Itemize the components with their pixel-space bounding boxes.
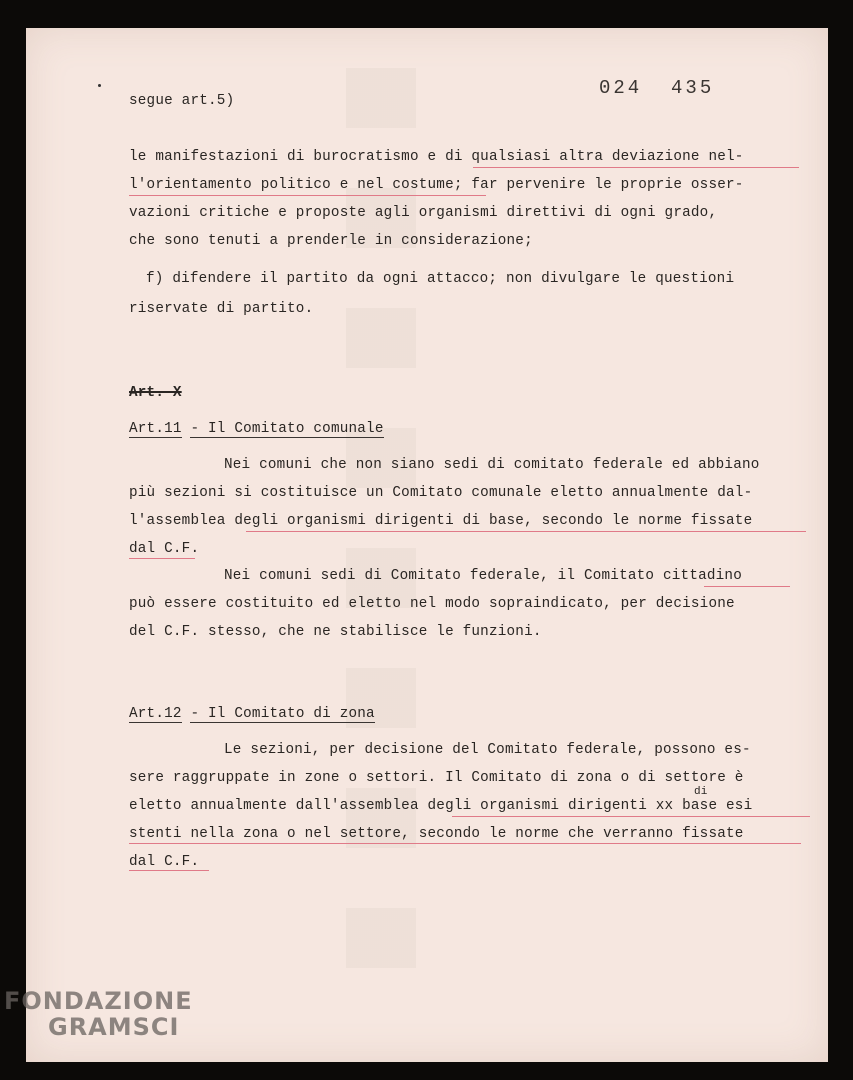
art11-line: più sezioni si costituisce un Comitato comunale eletto annualmente dal- bbox=[129, 485, 753, 501]
art11-line: del C.F. stesso, che ne stabilisce le funzioni. bbox=[129, 624, 542, 640]
ink-speck bbox=[98, 84, 101, 87]
red-underline bbox=[129, 843, 801, 844]
document-number: 024 435 bbox=[599, 77, 715, 99]
art11-line: Nei comuni che non siano sedi di comitato federale ed abbiano bbox=[224, 457, 760, 473]
art11-line: l'assemblea degli organismi dirigenti di base, secondo le norme fissate bbox=[129, 513, 753, 529]
art11-number: Art.11 bbox=[129, 421, 182, 437]
art12-line: stenti nella zona o nel settore, secondo le norme che verranno fissate bbox=[129, 826, 744, 842]
red-underline bbox=[129, 195, 486, 196]
para1-line: l'orientamento politico e nel costume; far pervenire le proprie osser- bbox=[129, 177, 744, 193]
para1-line: che sono tenuti a prenderle in considerazione; bbox=[129, 233, 533, 249]
art12-line: Le sezioni, per decisione del Comitato federale, possono es- bbox=[224, 742, 751, 758]
red-underline bbox=[452, 816, 810, 817]
art12-title: - Il Comitato di zona bbox=[190, 706, 375, 722]
red-underline bbox=[246, 531, 806, 532]
document-page bbox=[26, 28, 828, 1062]
art12-number: Art.12 bbox=[129, 706, 182, 722]
art12-line: eletto annualmente dall'assemblea degli organismi dirigenti xx base esi bbox=[129, 798, 753, 814]
fondazione-gramsci-logo: FONDAZIONE GRAMSCI bbox=[4, 987, 193, 1041]
art11-title: - Il Comitato comunale bbox=[190, 421, 384, 437]
handwritten-insertion: di bbox=[694, 786, 708, 798]
red-underline bbox=[129, 870, 209, 871]
art11-heading bbox=[129, 421, 384, 437]
para1-line: le manifestazioni di burocratismo e di qualsiasi altra deviazione nel- bbox=[129, 149, 744, 165]
red-underline bbox=[129, 558, 195, 559]
art11-line: Nei comuni sedi di Comitato federale, il Comitato cittadino bbox=[224, 568, 742, 584]
para2-line: riservate di partito. bbox=[129, 301, 314, 317]
art11-line: dal C.F. bbox=[129, 541, 200, 557]
red-underline bbox=[473, 167, 799, 168]
art12-heading bbox=[129, 706, 375, 722]
art12-line: sere raggruppate in zone o settori. Il Comitato di zona o di settore è bbox=[129, 770, 744, 786]
art11-line: può essere costituito ed eletto nel modo sopraindicato, per decisione bbox=[129, 596, 735, 612]
para1-line: vazioni critiche e proposte agli organismi direttivi di ogni grado, bbox=[129, 205, 718, 221]
red-underline bbox=[704, 586, 790, 587]
struck-heading: Art. X bbox=[129, 385, 182, 401]
header-reference: segue art.5) bbox=[129, 93, 235, 109]
art12-line: dal C.F. bbox=[129, 854, 200, 870]
para2-line: f) difendere il partito da ogni attacco; non divulgare le questioni bbox=[146, 271, 735, 287]
